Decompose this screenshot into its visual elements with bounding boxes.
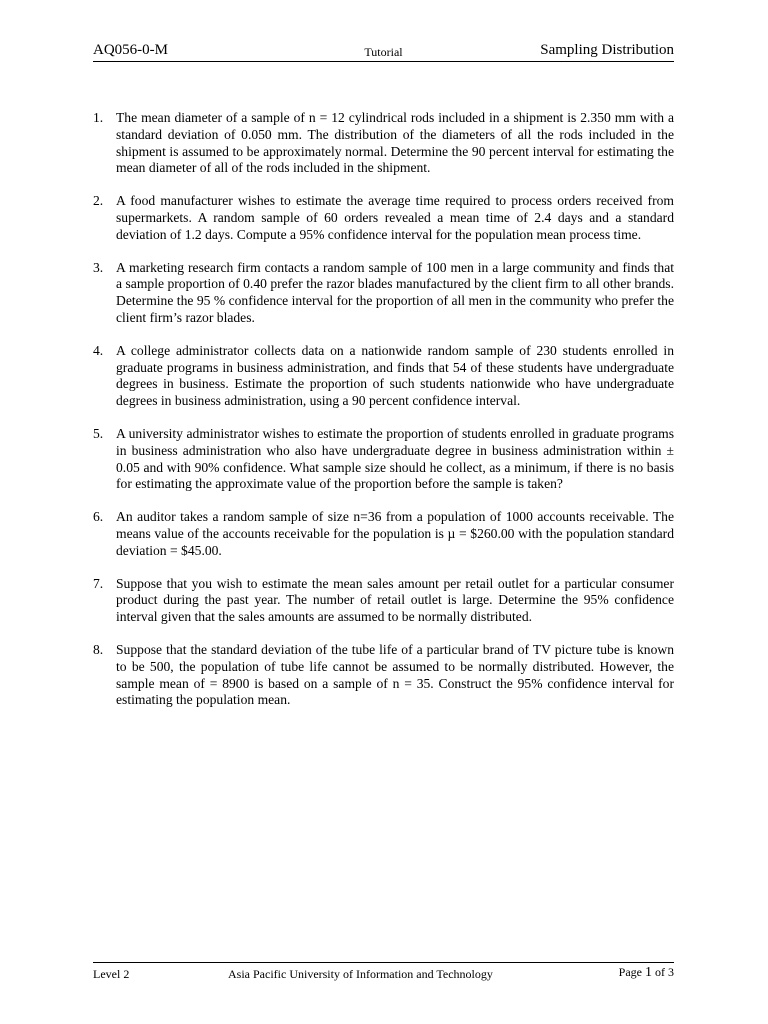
question-text: A college administrator collects data on a nationwide random sample of 230 students enrolled in graduate programs in business administration, and finds that 54 of these students have undergraduate degrees in business. Estimate the proportion of such students nationwide who have undergraduate degrees in business administration, using a 90 percent confidence interval.	[116, 342, 674, 409]
page-number	[619, 965, 674, 981]
question-text: Suppose that you wish to estimate the mean sales amount per retail outlet for a particular consumer product during the past year. The number of retail outlet is large. Determine the 95% confidence interval given that the sales amounts are assumed to be normally distributed.	[116, 575, 674, 625]
page-header	[93, 42, 674, 62]
question-item	[93, 576, 674, 626]
question-text: A food manufacturer wishes to estimate the average time required to process orders received from supermarkets. A random sample of 60 orders revealed a mean time of 2.4 days and a standard deviation of 1.2 days. Compute a 95% confidence interval for the population mean process time.	[116, 193, 674, 242]
question-item	[93, 509, 674, 559]
page-current: 1	[645, 965, 652, 980]
level-label: Level 2	[93, 967, 130, 981]
question-text: A university administrator wishes to estimate the proportion of students enrolled in graduate programs in business administration who also have undergraduate degree in business administration within ± 0.05 and with 90% confidence. What sample size should he collect, as a minimum, if there is no basis for estimating the approximate value of the proportion before the sample is taken?	[116, 425, 674, 492]
question-number: 6.	[93, 509, 104, 525]
question-number: 7.	[93, 575, 104, 591]
subject-title: Sampling Distribution	[540, 42, 674, 58]
question-number: 5.	[93, 425, 104, 441]
question-item	[93, 193, 674, 243]
question-item	[93, 343, 674, 410]
question-item	[93, 642, 674, 709]
question-item	[93, 110, 674, 177]
question-item	[93, 260, 674, 327]
question-text: Suppose that the standard deviation of the tube life of a particular brand of TV picture tube is known to be 500, the population of tube life cannot be assumed to be normally distributed. However, the sample mean of = 8900 is based on a sample of n = 35. Construct the 95% confidence interval for estimating the population mean.	[116, 641, 674, 708]
university-name: Asia Pacific University of Information and Technology	[228, 967, 493, 981]
question-number: 2.	[93, 193, 104, 209]
question-number: 3.	[93, 259, 104, 275]
question-list	[93, 110, 674, 725]
page-prefix: Page	[618, 965, 642, 979]
question-number: 4.	[93, 342, 104, 358]
question-number: 8.	[93, 641, 104, 657]
course-code: AQ056-0-M	[93, 42, 168, 58]
question-text: A marketing research firm contacts a random sample of 100 men in a large community and finds that a sample proportion of 0.40 prefer the razor blades manufactured by the client firm to all other brands. Determine the 95 % confidence interval for the proportion of all men in the community who prefer the client firm’s razor blades.	[116, 259, 674, 325]
header-center-label: Tutorial	[364, 45, 403, 59]
question-text: An auditor takes a random sample of size n=36 from a population of 1000 accounts receivable. The means value of the accounts receivable for the population is µ = $260.00 with the population standard deviation = $45.00.	[116, 509, 674, 558]
page-footer	[93, 962, 674, 983]
question-number: 1.	[93, 110, 104, 125]
page-suffix: of 3	[655, 965, 674, 979]
question-item	[93, 426, 674, 493]
question-text: The mean diameter of a sample of n = 12 cylindrical rods included in a shipment is 2.350 mm with a standard deviation of 0.050 mm. The distribution of the diameters of all the rods included in the shipment is assumed to be approximately normal. Determine the 90 percent interval for estimating the mean diameter of all of the rods included in the shipment.	[116, 110, 674, 176]
